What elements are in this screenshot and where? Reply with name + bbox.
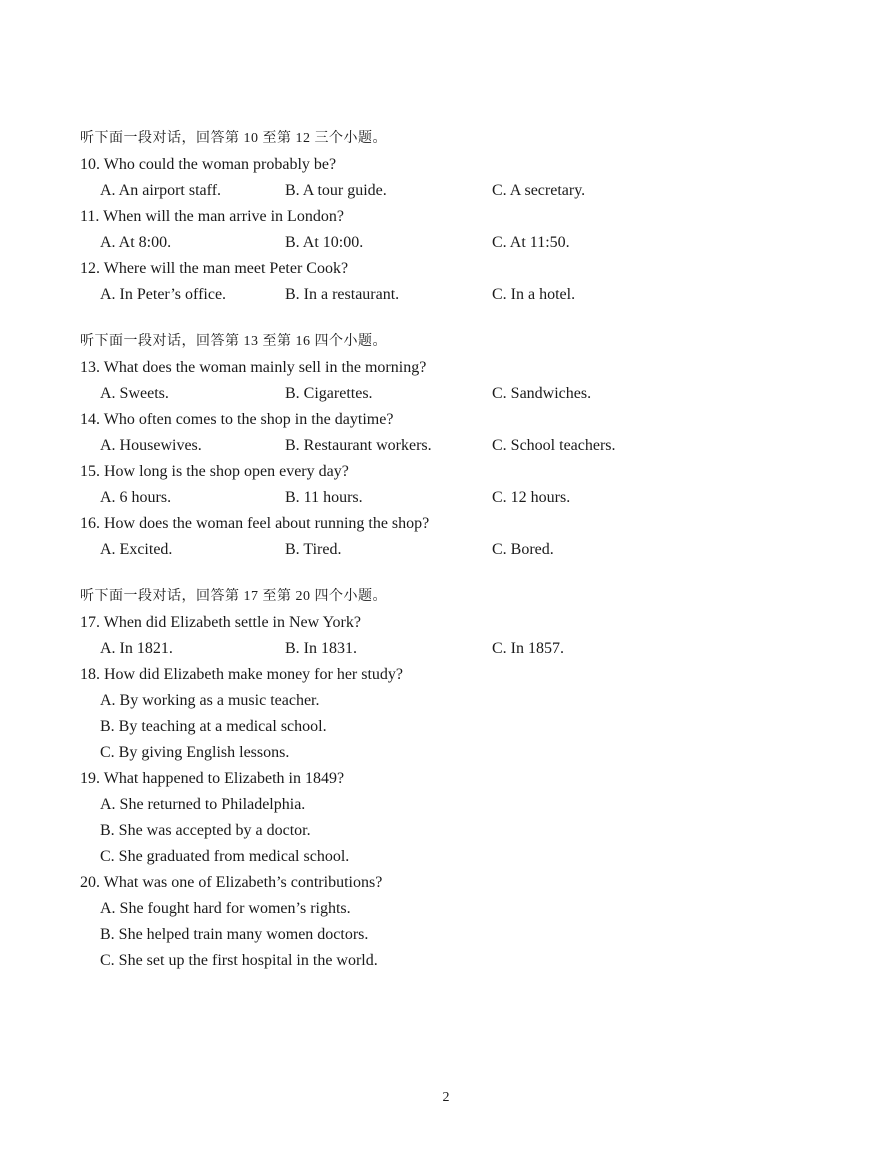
option-a: A. In Peter’s office. bbox=[100, 286, 227, 303]
option-c: C. Bored. bbox=[492, 541, 554, 558]
option-a: A. An airport staff. bbox=[100, 182, 222, 199]
question-options-17 bbox=[80, 636, 840, 662]
option-c: C. 12 hours. bbox=[492, 489, 571, 506]
section-instruction: 听下面一段对话，回答第 17 至第 20 四个小题。 bbox=[80, 589, 387, 604]
option-a: A. By working as a music teacher. bbox=[100, 692, 320, 709]
listening-section-3 bbox=[80, 584, 840, 974]
option-c: C. In 1857. bbox=[492, 640, 564, 657]
option-a: A. 6 hours. bbox=[100, 489, 172, 506]
question-stem-11: 11. When will the man arrive in London? bbox=[80, 208, 344, 225]
option-a: A. Housewives. bbox=[100, 437, 202, 454]
question-options-14 bbox=[80, 433, 840, 459]
option-c: C. She set up the first hospital in the world. bbox=[100, 952, 378, 969]
question-stem-13: 13. What does the woman mainly sell in the morning? bbox=[80, 359, 427, 376]
option-a: A. In 1821. bbox=[100, 640, 173, 657]
option-c: C. By giving English lessons. bbox=[100, 744, 290, 761]
option-b: B. In 1831. bbox=[285, 640, 357, 657]
question-stem-20: 20. What was one of Elizabeth’s contributions? bbox=[80, 874, 383, 891]
option-b: B. A tour guide. bbox=[285, 182, 387, 199]
option-b: B. In a restaurant. bbox=[285, 286, 400, 303]
option-c: C. In a hotel. bbox=[492, 286, 576, 303]
option-c: C. Sandwiches. bbox=[492, 385, 592, 402]
option-b: B. She was accepted by a doctor. bbox=[100, 822, 311, 839]
question-options-12 bbox=[80, 282, 840, 308]
option-a: A. At 8:00. bbox=[100, 234, 172, 251]
option-b: B. She helped train many women doctors. bbox=[100, 926, 369, 943]
option-a: A. She fought hard for women’s rights. bbox=[100, 900, 351, 917]
question-stem-14: 14. Who often comes to the shop in the daytime? bbox=[80, 411, 394, 428]
option-a: A. She returned to Philadelphia. bbox=[100, 796, 306, 813]
option-b: B. Restaurant workers. bbox=[285, 437, 432, 454]
option-b: B. By teaching at a medical school. bbox=[100, 718, 327, 735]
page-number: 2 bbox=[442, 1090, 450, 1105]
option-c: C. A secretary. bbox=[492, 182, 586, 199]
option-b: B. At 10:00. bbox=[285, 234, 364, 251]
question-stem-15: 15. How long is the shop open every day? bbox=[80, 463, 349, 480]
question-stem-12: 12. Where will the man meet Peter Cook? bbox=[80, 260, 349, 277]
question-stem-10: 10. Who could the woman probably be? bbox=[80, 156, 337, 173]
option-b: B. 11 hours. bbox=[285, 489, 363, 506]
section-instruction: 听下面一段对话，回答第 10 至第 12 三个小题。 bbox=[80, 131, 387, 146]
option-c: C. She graduated from medical school. bbox=[100, 848, 350, 865]
exam-content bbox=[80, 126, 840, 974]
option-b: B. Tired. bbox=[285, 541, 342, 558]
listening-section-1 bbox=[80, 126, 840, 308]
question-options-16 bbox=[80, 537, 840, 563]
question-options-10 bbox=[80, 178, 840, 204]
option-c: C. School teachers. bbox=[492, 437, 616, 454]
listening-section-2 bbox=[80, 329, 840, 563]
section-instruction: 听下面一段对话，回答第 13 至第 16 四个小题。 bbox=[80, 334, 387, 349]
question-stem-18: 18. How did Elizabeth make money for her study? bbox=[80, 666, 404, 683]
question-options-13 bbox=[80, 381, 840, 407]
option-b: B. Cigarettes. bbox=[285, 385, 373, 402]
question-stem-17: 17. When did Elizabeth settle in New York? bbox=[80, 614, 361, 631]
option-a: A. Excited. bbox=[100, 541, 173, 558]
question-options-15 bbox=[80, 485, 840, 511]
option-a: A. Sweets. bbox=[100, 385, 169, 402]
question-stem-19: 19. What happened to Elizabeth in 1849? bbox=[80, 770, 345, 787]
option-c: C. At 11:50. bbox=[492, 234, 570, 251]
question-options-11 bbox=[80, 230, 840, 256]
question-stem-16: 16. How does the woman feel about running the shop? bbox=[80, 515, 430, 532]
